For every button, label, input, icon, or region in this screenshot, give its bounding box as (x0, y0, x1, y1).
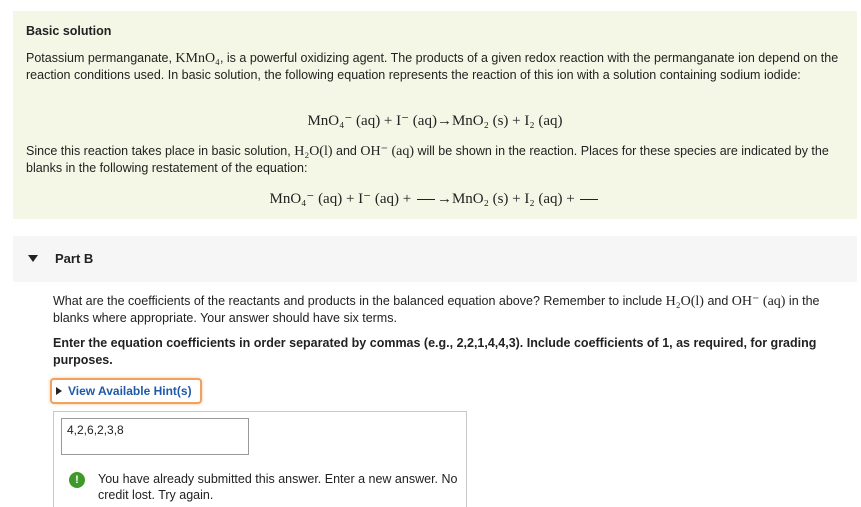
equation-2-left: MnO₄⁻ (aq) + I⁻ (aq) + (269, 191, 415, 207)
instruction-text: Enter the equation coefficients in order separated by commas (e.g., 2,2,1,4,4,3). Include coefficients of 1, as required, for grading purposes. (53, 336, 817, 367)
collapse-triangle-icon[interactable] (28, 255, 38, 262)
intro-paragraph-2 (26, 143, 846, 177)
p2-text-b: will be shown in the reaction. Places for these species are indicated by the blanks in the following restatement of the equation: (26, 144, 829, 175)
part-b-title: Part B (55, 251, 94, 266)
p2-text-a: Since this reaction takes place in basic solution, (26, 144, 295, 158)
view-hints-button[interactable] (50, 378, 202, 404)
p2-oh: OH⁻ (aq) (360, 144, 414, 159)
intro-paragraph-1 (26, 50, 846, 84)
intro-panel (13, 11, 857, 219)
q1-and: and (703, 294, 732, 308)
equation-blank-2 (580, 199, 598, 200)
p1-text-b: , is a powerful oxidizing agent. The products of a given redox reaction with the permanganate ion depend on the reaction conditions used. In basic solution, the following equation represents the reaction of this ion with a solution containing sodium iodide: (26, 51, 839, 82)
question-text (53, 293, 843, 327)
q1-text-b: in the blanks where appropriate. Your answer should have six terms. (53, 294, 820, 325)
q1-h2o: H₂O(l) (665, 294, 704, 309)
intro-title: Basic solution (26, 24, 112, 38)
hint-label: View Available Hint(s) (68, 384, 192, 398)
answer-area (53, 411, 467, 507)
p2-and: and (332, 144, 361, 158)
equation-2-right: →MnO₂ (s) + I₂ (aq) + (436, 191, 579, 207)
p1-formula: KMnO₄ (175, 51, 220, 66)
equation-blank-1 (417, 199, 435, 200)
p1-text-a: Potassium permanganate, (26, 51, 176, 65)
equation-2 (13, 189, 857, 208)
alert-icon: ! (69, 472, 85, 488)
p2-h2o: H₂O(l) (294, 144, 333, 159)
part-b-header[interactable] (13, 236, 857, 282)
feedback-message: You have already submitted this answer. Enter a new answer. No credit lost. Try again. (98, 472, 458, 502)
q1-oh: OH⁻ (aq) (731, 294, 786, 309)
q1-text-a: What are the coefficients of the reactants and products in the balanced equation above? Remember to include (53, 294, 666, 308)
expand-arrow-icon (56, 387, 62, 395)
answer-input[interactable]: 4,2,6,2,3,8 (61, 418, 249, 455)
equation-1: MnO₄⁻ (aq) + I⁻ (aq)→MnO₂ (s) + I₂ (aq) (307, 113, 563, 129)
